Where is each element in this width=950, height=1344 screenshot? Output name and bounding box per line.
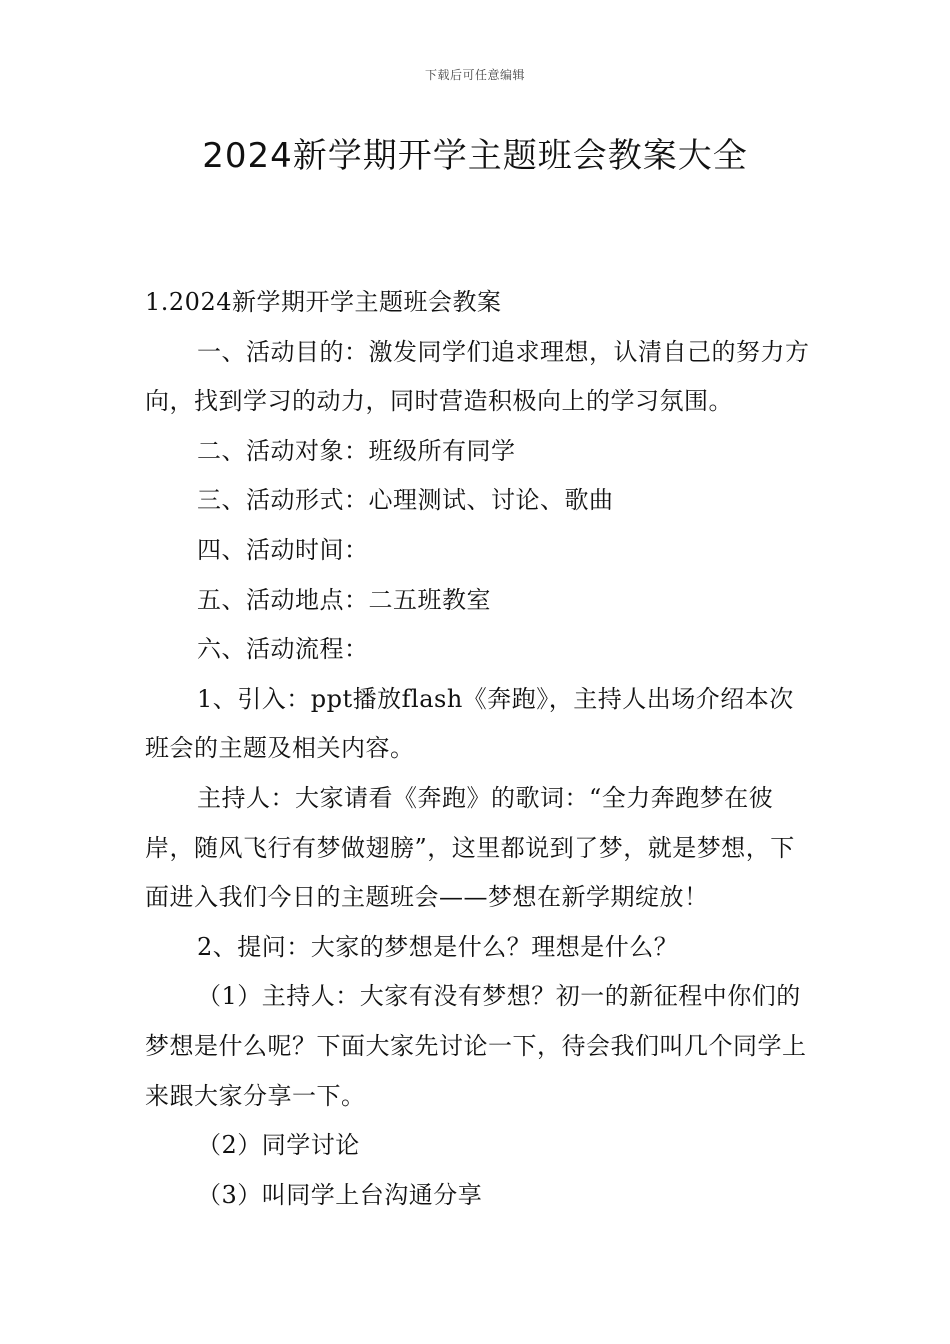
document-title: 2024新学期开学主题班会教案大全	[202, 136, 748, 176]
paragraph-substep-2: （2）同学讨论	[197, 1131, 360, 1160]
section-heading: 1.2024新学期开学主题班会教案	[145, 288, 502, 316]
paragraph-activity-process: 六、活动流程：	[197, 635, 369, 664]
paragraph-substep-3: （3）叫同学上台沟通分享	[197, 1180, 483, 1209]
paragraph-activity-format: 三、活动形式：心理测试、讨论、歌曲	[197, 486, 614, 515]
header-note: 下载后可任意编辑	[424, 68, 525, 82]
paragraph-step-question: 2、提问：大家的梦想是什么？理想是什么？	[197, 932, 679, 961]
paragraph-host-speech: 主持人：大家请看《奔跑》的歌词：“全力奔跑梦在彼岸，随风飞行有梦做翅膀”，这里都说到了梦，就是梦想，下面进入我们今日的主题班会——梦想在新学期绽放！	[145, 783, 795, 912]
paragraph-activity-location: 五、活动地点：二五班教室	[197, 585, 491, 614]
document-body	[145, 278, 810, 1220]
paragraph-substep-1: （1）主持人：大家有没有梦想？初一的新征程中你们的梦想是什么呢？下面大家先讨论一下，待会我们叫几个同学上来跟大家分享一下。	[145, 982, 807, 1110]
paragraph-activity-target: 二、活动对象：班级所有同学	[197, 436, 516, 465]
paragraph-activity-time: 四、活动时间：	[197, 535, 369, 564]
paragraph-step-intro: 1、引入：ppt播放flash《奔跑》，主持人出场介绍本次班会的主题及相关内容。	[145, 684, 794, 763]
paragraph-activity-purpose: 一、活动目的：激发同学们追求理想，认清自己的努力方向，找到学习的动力，同时营造积极向上的学习氛围。	[145, 337, 810, 416]
